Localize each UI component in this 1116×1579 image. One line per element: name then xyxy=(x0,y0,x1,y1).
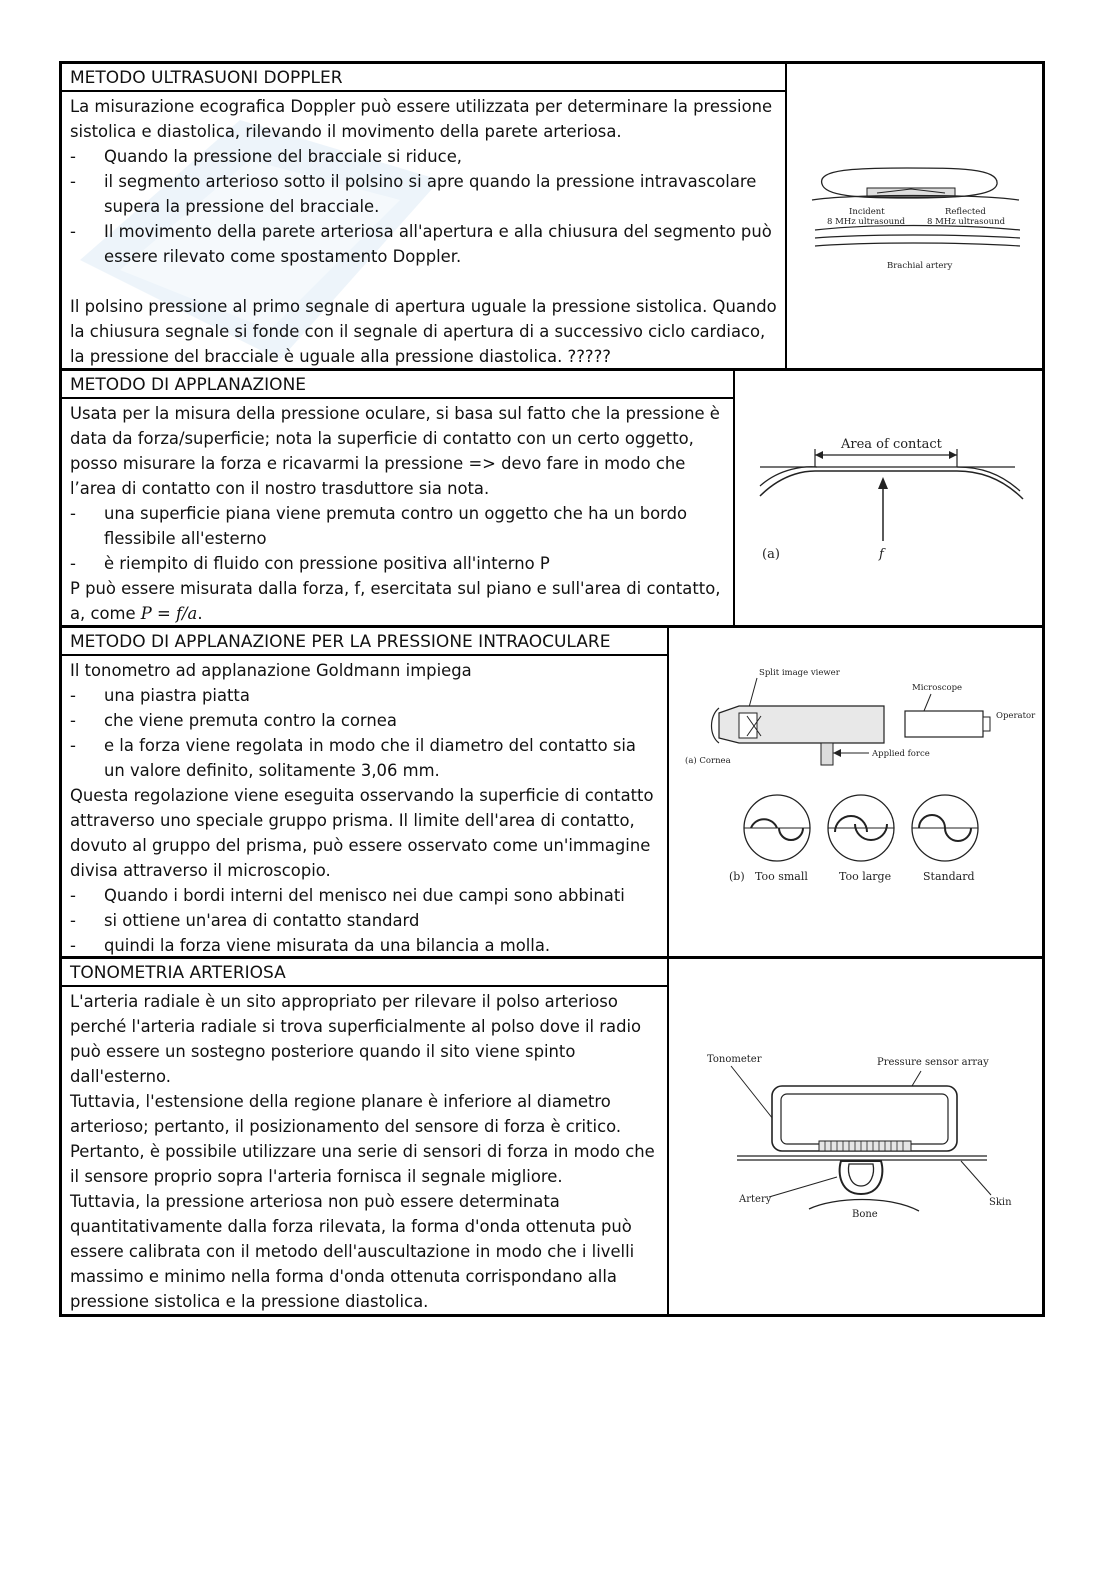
section-title: TONOMETRIA ARTERIOSA xyxy=(62,959,667,987)
list-item: - quindi la forza viene misurata da una bilancia a molla. xyxy=(70,933,659,958)
area-of-contact-label: Area of contact xyxy=(841,437,942,452)
paragraph: Il tonometro ad applanazione Goldmann impiega xyxy=(70,661,472,680)
notes-table xyxy=(59,61,1045,1317)
section-title: METODO DI APPLANAZIONE xyxy=(62,371,733,399)
force-label: f xyxy=(879,547,884,562)
incident-label: Incident xyxy=(849,207,885,217)
figure-doppler xyxy=(787,64,1042,368)
section-applanation xyxy=(62,371,1042,628)
list-item: - Quando i bordi interni del menisco nei due campi sono abbinati xyxy=(70,883,659,908)
list-item: - Quando la pressione del bracciale si riduce, xyxy=(70,144,777,169)
reflected-label: Reflected xyxy=(945,207,986,217)
standard-label: Standard xyxy=(923,870,975,883)
list-item: - che viene premuta contro la cornea xyxy=(70,708,659,733)
bullet-list xyxy=(70,144,777,269)
list-item: - una superficie piana viene premuta contro un oggetto che ha un bordo flessibile all'esterno xyxy=(70,501,725,551)
bullet-list xyxy=(70,501,725,576)
cornea-label: (a) Cornea xyxy=(685,756,731,766)
artery-label: Artery xyxy=(739,1194,772,1205)
incident-label-2: 8 MHz ultrasound xyxy=(827,217,906,227)
tonometer-label: Tonometer xyxy=(707,1054,762,1065)
figure-a-label: (a) xyxy=(762,547,780,562)
skin-label: Skin xyxy=(989,1197,1012,1208)
applied-force-label: Applied force xyxy=(872,749,930,759)
paragraph: La misurazione ecografica Doppler può essere utilizzata per determinare la pressione sistolica e diastolica, rilevando il movimento della parete arteriosa. xyxy=(70,97,773,141)
too-small-label: Too small xyxy=(755,870,808,883)
list-item: - Il movimento della parete arteriosa all'apertura e alla chiusura del segmento può essere rilevato come spostamento Doppler. xyxy=(70,219,777,269)
bullet-list xyxy=(70,683,659,783)
list-item: - è riempito di fluido con pressione positiva all'interno P xyxy=(70,551,725,576)
paragraph: L'arteria radiale è un sito appropriato per rilevare il polso arterioso perché l'arteria radiale si trova superficialmente al polso dove il radio può essere un sostegno posteriore quando il sito viene spinto dall'esterno. xyxy=(70,992,642,1086)
reflected-label-2: 8 MHz ultrasound xyxy=(927,217,1006,227)
paragraph: Il polsino pressione al primo segnale di apertura uguale la pressione sistolica. Quando la chiusura segnale si fonde con il segnale di apertura di a successivo ciclo cardiaco, la pressione del bracciale è uguale alla pressione diastolica. ????? xyxy=(70,297,777,366)
section-arterial-tonometry xyxy=(62,959,1042,1314)
list-item: - il segmento arterioso sotto il polsino si apre quando la pressione intravascolare supera la pressione del bracciale. xyxy=(70,169,777,219)
figure-applanation xyxy=(735,371,1042,625)
split-viewer-label: Split image viewer xyxy=(759,668,840,678)
bone-label: Bone xyxy=(852,1209,878,1220)
list-item: - e la forza viene regolata in modo che il diametro del contatto sia un valore definito, solitamente 3,06 mm. xyxy=(70,733,659,783)
sensor-array-label: Pressure sensor array xyxy=(877,1057,989,1068)
list-item: - una piastra piatta xyxy=(70,683,659,708)
section-title: METODO ULTRASUONI DOPPLER xyxy=(62,64,785,92)
figure-b-label: (b) xyxy=(729,870,745,883)
section-doppler xyxy=(62,64,1042,371)
too-large-label: Too large xyxy=(839,870,892,883)
paragraph: Tuttavia, la pressione arteriosa non può essere determinata quantitativamente dalla forza rilevata, la forma d'onda ottenuta può essere calibrata con il metodo dell'auscultazione in modo che i livelli massimo e minimo nella forma d'onda ottenuta corrispondano alla pressione sistolica e la pressione diastolica. xyxy=(70,1192,635,1311)
figure-goldmann xyxy=(669,628,1042,956)
bullet-list xyxy=(70,883,659,958)
paragraph: Pertanto, è possibile utilizzare una serie di sensori di forza in modo che il sensore proprio sopra l'arteria fornisca il segnale migliore. xyxy=(70,1142,655,1186)
microscope-label: Microscope xyxy=(912,683,963,693)
section-goldmann xyxy=(62,628,1042,959)
paragraph: Questa regolazione viene eseguita osservando la superficie di contatto attraverso uno speciale gruppo prisma. Il limite dell'area di contatto, dovuto al gruppo del prisma, può essere osservato come un'immagine divisa attraverso il microscopio. xyxy=(70,786,654,880)
section-title: METODO DI APPLANAZIONE PER LA PRESSIONE INTRAOCULARE xyxy=(62,628,667,656)
paragraph: Usata per la misura della pressione oculare, si basa sul fatto che la pressione è data da forza/superficie; nota la superficie di contatto con un certo oggetto, posso misurare la forza e ricavarmi la pressione => devo fare in modo che l’area di contatto con il nostro trasduttore sia nota. xyxy=(70,404,720,498)
figure-tonometry xyxy=(669,959,1042,1314)
paragraph: Tuttavia, l'estensione della regione planare è inferiore al diametro arterioso; pertanto, il posizionamento del sensore di forza è critico. xyxy=(70,1092,622,1136)
paragraph: P può essere misurata dalla forza, f, esercitata sul piano e sull'area di contatto, a, come P = f/a. xyxy=(70,579,721,623)
operator-label: Operator xyxy=(996,711,1036,721)
formula: P = f/a xyxy=(140,604,198,623)
list-item: - si ottiene un'area di contatto standard xyxy=(70,908,659,933)
brachial-artery-label: Brachial artery xyxy=(887,261,953,271)
